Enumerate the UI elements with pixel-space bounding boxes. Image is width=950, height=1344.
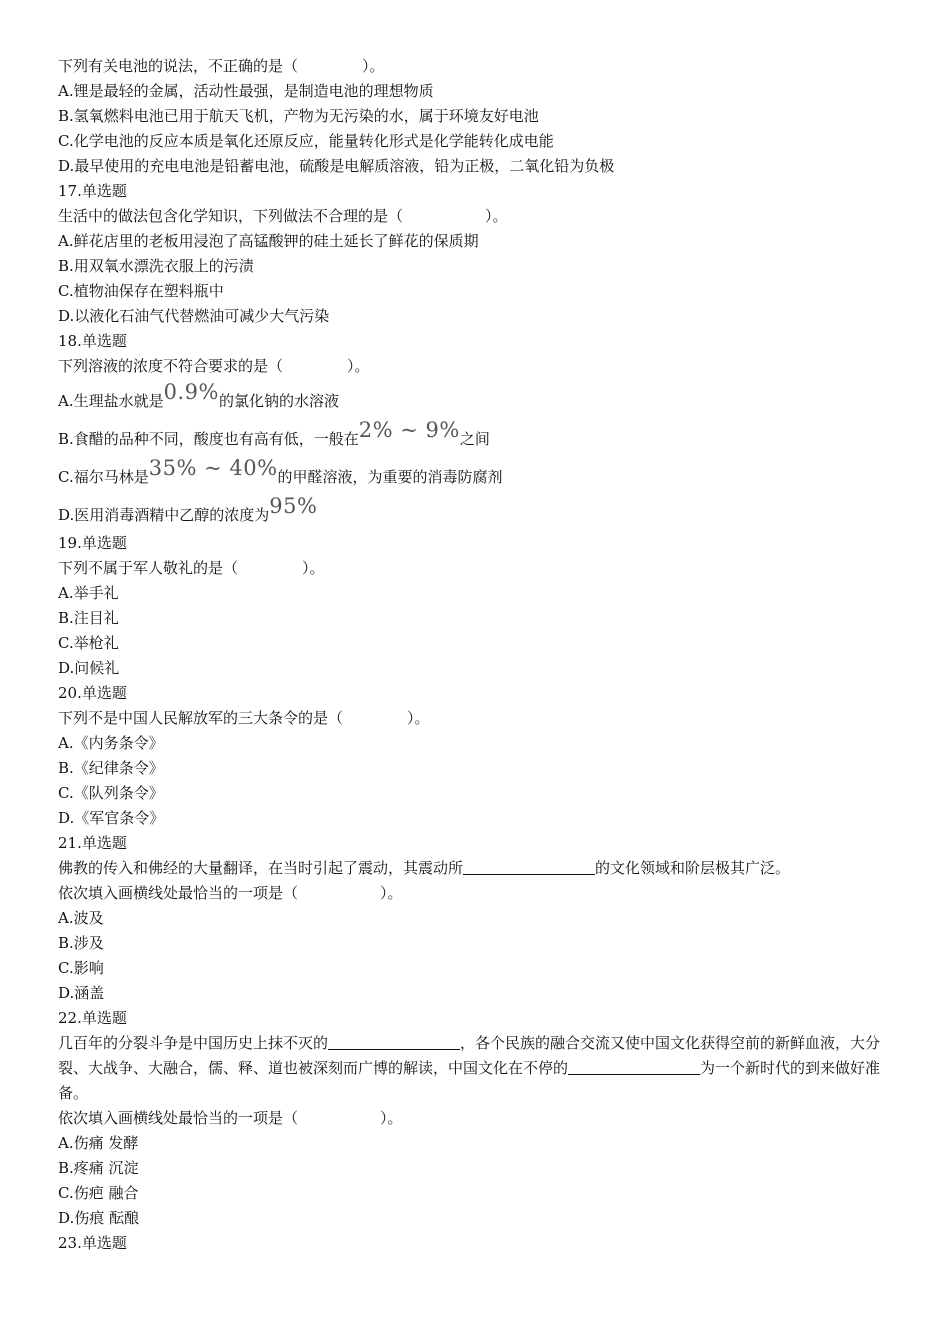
math-formula: 95% <box>269 494 318 518</box>
q18-stem: 下列溶液的浓度不符合要求的是（ ）。 <box>58 357 370 375</box>
q18-option-d[interactable]: D.医用消毒酒精中乙醇的浓度为95% <box>58 494 318 524</box>
q22-option-a[interactable]: A.伤痛 发酵 <box>58 1134 139 1152</box>
q21-option-c[interactable]: C.影响 <box>58 959 104 977</box>
q17-option-a[interactable]: A.鲜花店里的老板用浸泡了高锰酸钾的硅土延长了鲜花的保质期 <box>58 232 479 250</box>
q22-option-b[interactable]: B.疼痛 沉淀 <box>58 1159 139 1177</box>
q21-stem: 佛教的传入和佛经的大量翻译，在当时引起了震动，其震动所 的文化领域和阶层极其广泛。 <box>58 859 791 877</box>
answer-blank[interactable] <box>328 1033 460 1050</box>
q17-option-d[interactable]: D.以液化石油气代替燃油可减少大气污染 <box>58 307 330 325</box>
q21-ask: 依次填入画横线处最恰当的一项是（ ）。 <box>58 884 403 902</box>
math-formula: 35% ~ 40% <box>148 456 278 480</box>
q22-option-c[interactable]: C.伤疤 融合 <box>58 1184 139 1202</box>
q16-option-c[interactable]: C.化学电池的反应本质是氧化还原反应，能量转化形式是化学能转化成电能 <box>58 132 554 150</box>
answer-blank[interactable] <box>463 858 595 875</box>
q18-header: 18.单选题 <box>58 332 127 350</box>
q19-option-c[interactable]: C.举枪礼 <box>58 634 119 652</box>
q19-header: 19.单选题 <box>58 534 127 552</box>
q21-option-b[interactable]: B.涉及 <box>58 934 104 952</box>
q17-option-c[interactable]: C.植物油保存在塑料瓶中 <box>58 282 224 300</box>
q19-option-d[interactable]: D.问候礼 <box>58 659 120 677</box>
q22-stem: 几百年的分裂斗争是中国历史上抹不灭的 ，各个民族的融合交流又使中国文化获得空前的新鲜血液，大分裂、大战争、大融合，儒、释、道也被深刻而广博的解读，中国文化在不停的 为一个新时代的到来做好准备。 <box>58 1034 881 1102</box>
q19-stem: 下列不属于军人敬礼的是（ ）。 <box>58 559 325 577</box>
q18-option-c[interactable]: C.福尔马林是35% ~ 40%的甲醛溶液，为重要的消毒防腐剂 <box>58 456 503 486</box>
q22-header: 22.单选题 <box>58 1009 127 1027</box>
document-page <box>58 54 888 1256</box>
q20-option-b[interactable]: B.《纪律条令》 <box>58 759 164 777</box>
answer-blank[interactable] <box>568 1058 700 1075</box>
q16-stem: 下列有关电池的说法，不正确的是（ ）。 <box>58 57 385 75</box>
q21-header: 21.单选题 <box>58 834 127 852</box>
q22-option-d[interactable]: D.伤痕 酝酿 <box>58 1209 140 1227</box>
q19-option-a[interactable]: A.举手礼 <box>58 584 119 602</box>
q17-header: 17.单选题 <box>58 182 127 200</box>
q20-option-d[interactable]: D.《军官条令》 <box>58 809 165 827</box>
q16-option-d[interactable]: D.最早使用的充电电池是铅蓄电池，硫酸是电解质溶液，铅为正极，二氧化铅为负极 <box>58 157 615 175</box>
q17-option-b[interactable]: B.用双氧水漂洗衣服上的污渍 <box>58 257 254 275</box>
q23-header: 23.单选题 <box>58 1234 127 1252</box>
q20-option-c[interactable]: C.《队列条令》 <box>58 784 164 802</box>
q18-option-a[interactable]: A.生理盐水就是0.9%的氯化钠的水溶液 <box>58 380 339 410</box>
math-formula: 0.9% <box>163 380 219 404</box>
q16-option-b[interactable]: B.氢氧燃料电池已用于航天飞机，产物为无污染的水，属于环境友好电池 <box>58 107 539 125</box>
q20-header: 20.单选题 <box>58 684 127 702</box>
q22-ask: 依次填入画横线处最恰当的一项是（ ）。 <box>58 1109 403 1127</box>
q18-option-b[interactable]: B.食醋的品种不同，酸度也有高有低，一般在2% ~ 9%之间 <box>58 418 490 448</box>
q17-stem: 生活中的做法包含化学知识，下列做法不合理的是（ ）。 <box>58 207 508 225</box>
q20-option-a[interactable]: A.《内务条令》 <box>58 734 164 752</box>
q21-option-a[interactable]: A.波及 <box>58 909 104 927</box>
math-formula: 2% ~ 9% <box>358 418 460 442</box>
q20-stem: 下列不是中国人民解放军的三大条令的是（ ）。 <box>58 709 430 727</box>
q19-option-b[interactable]: B.注目礼 <box>58 609 119 627</box>
q21-option-d[interactable]: D.涵盖 <box>58 984 105 1002</box>
q16-option-a[interactable]: A.锂是最轻的金属，活动性最强，是制造电池的理想物质 <box>58 82 434 100</box>
